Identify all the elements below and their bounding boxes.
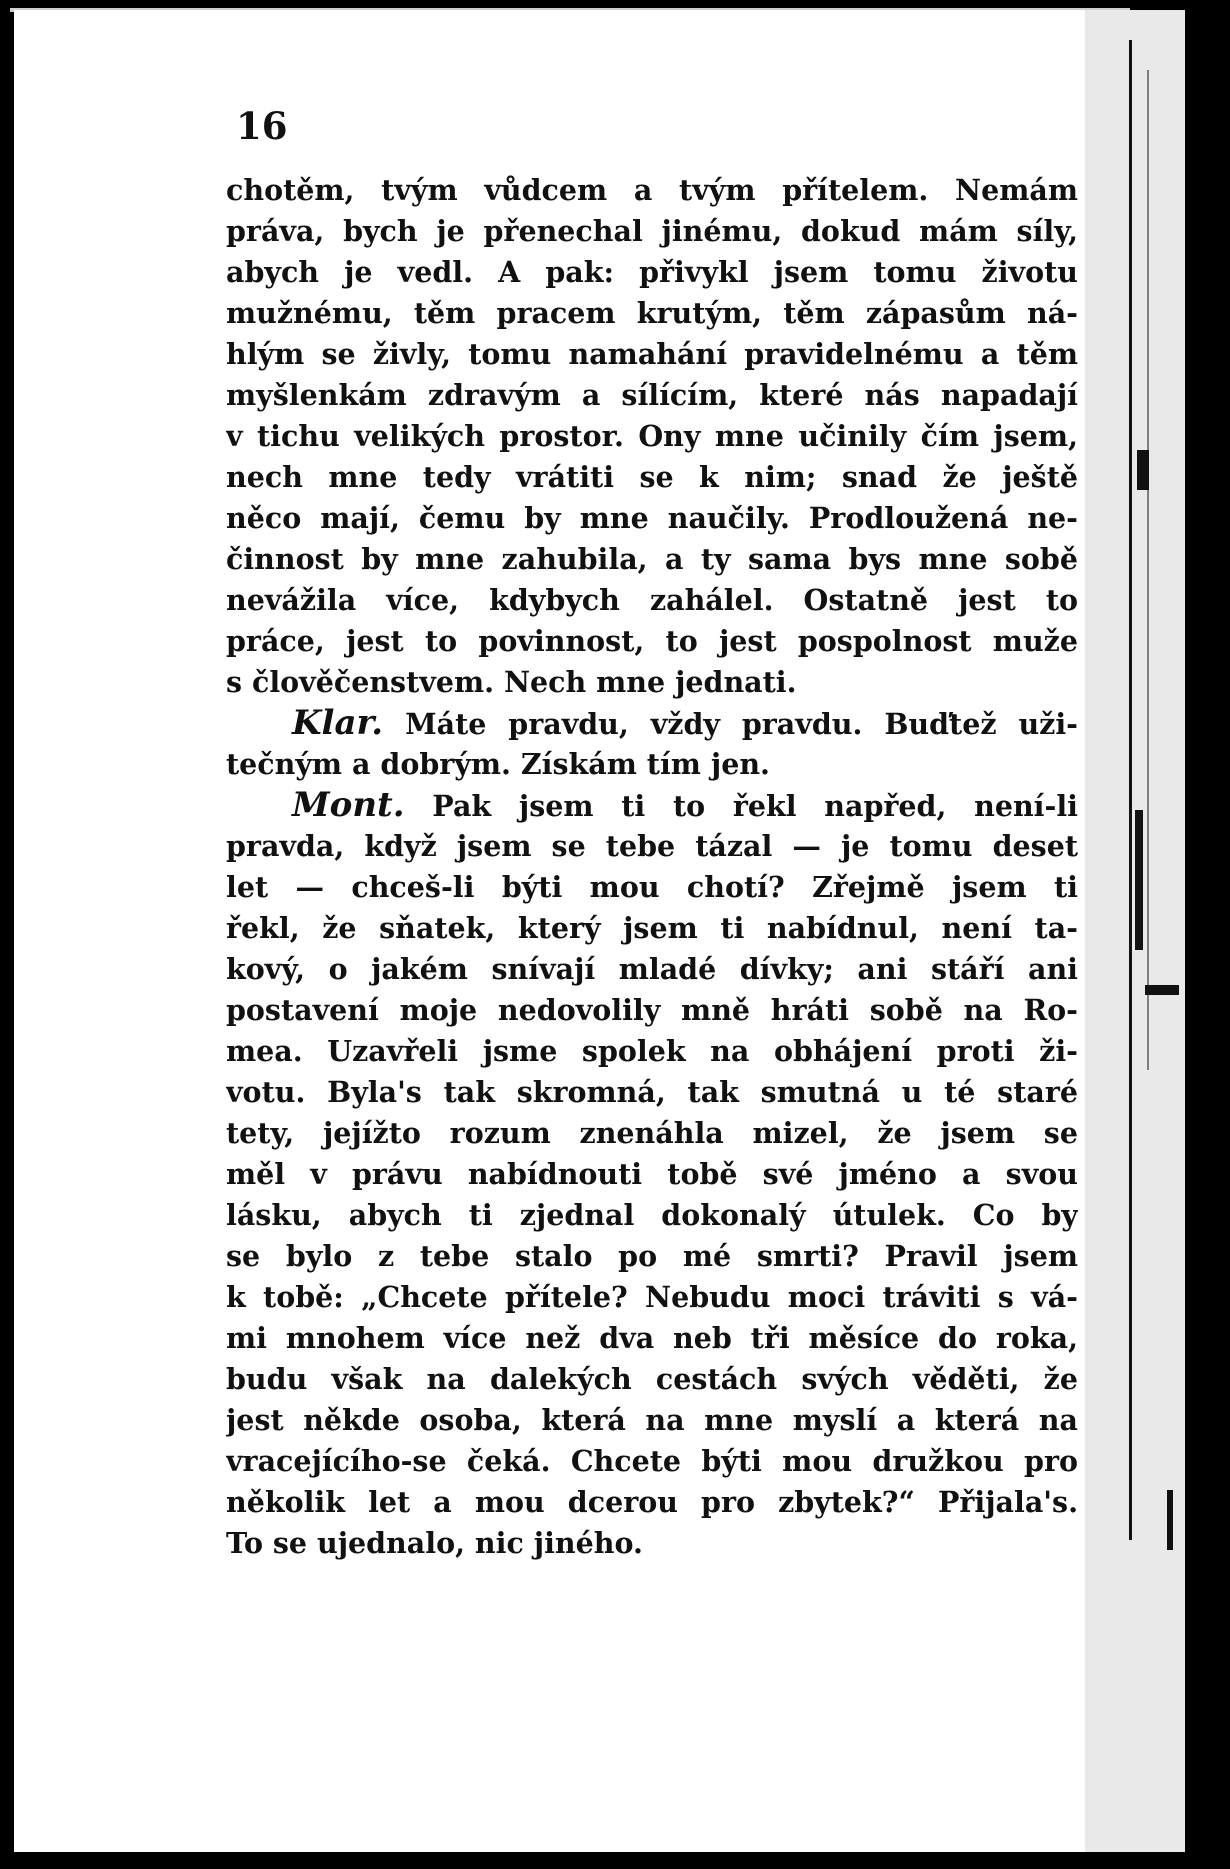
text-line: mi mnohem více než dva neb tři měsíce do roka, (226, 1321, 1078, 1355)
text-line: chotěm, tvým vůdcem a tvým přítelem. Nemám (226, 173, 1078, 207)
text-line: kový, o jakém snívají mladé dívky; ani stáří ani (226, 952, 1078, 986)
text-line: činnost by mne zahubila, a ty sama bys mne sobě (226, 542, 1078, 576)
bleed-through-mark (1137, 450, 1149, 490)
text-line: jest někde osoba, která na mne myslí a která na (226, 1403, 1078, 1437)
text-line: pravda, když jsem se tebe tázal — je tomu deset (226, 829, 1078, 863)
facing-page-edge (1085, 10, 1185, 1852)
text-line: k tobě: „Chcete přítele? Nebudu moci tráviti s vá- (226, 1280, 1078, 1314)
text-line: tety, jejížto rozum znenáhla mizel, že jsem se (226, 1116, 1078, 1150)
page-gutter-line (1129, 40, 1132, 1540)
page-gutter-line (1147, 70, 1149, 1070)
text-line: měl v právu nabídnouti tobě své jméno a svou (226, 1157, 1078, 1191)
speech-text: Pak jsem ti to řekl napřed, není-li (432, 789, 1078, 823)
speaker-name: Klar. (292, 703, 384, 743)
text-line: mužnému, těm pracem krutým, těm zápasům ná- (226, 296, 1078, 330)
text-line: nech mne tedy vrátiti se k nim; snad že ještě (226, 460, 1078, 494)
text-line: hlým se živly, tomu namahání pravidelnému a těm (226, 337, 1078, 371)
speaker-name: Mont. (292, 785, 405, 825)
page-number: 16 (236, 104, 288, 148)
text-line: nevážila více, kdybych zahálel. Ostatně jest to (226, 583, 1078, 617)
speech-text: Máte pravdu, vždy pravdu. Buďtež uži- (405, 707, 1078, 741)
bleed-through-mark (1135, 810, 1143, 950)
page-text (226, 170, 1078, 1564)
text-line: postavení moje nedovolily mně hráti sobě na Ro- (226, 993, 1078, 1027)
text-line: abych je vedl. A pak: přivykl jsem tomu životu (226, 255, 1078, 289)
text-line: votu. Byla's tak skromná, tak smutná u té staré (226, 1075, 1078, 1109)
text-line: lásku, abych ti zjednal dokonalý útulek. Co by (226, 1198, 1078, 1232)
text-line: To se ujednalo, nic jiného. (226, 1526, 643, 1560)
speech-klar-first-line (226, 703, 1078, 744)
text-line: budu však na dalekých cestách svých věděti, že (226, 1362, 1078, 1396)
text-line: řekl, že sňatek, který jsem ti nabídnul, není ta- (226, 911, 1078, 945)
speech-mont-first-line (226, 785, 1078, 826)
text-line: mea. Uzavřeli jsme spolek na obhájení proti ži- (226, 1034, 1078, 1068)
text-line: let — chceš-li býti mou chotí? Zřejmě jsem ti (226, 870, 1078, 904)
text-line: práva, bych je přenechal jinému, dokud mám síly, (226, 214, 1078, 248)
text-line: práce, jest to povinnost, to jest pospolnost muže (226, 624, 1078, 658)
text-line: vracejícího-se čeká. Chcete býti mou družkou pro (226, 1444, 1078, 1478)
text-line: se bylo z tebe stalo po mé smrti? Pravil jsem (226, 1239, 1078, 1273)
text-line: něco mají, čemu by mne naučily. Prodloužená ne- (226, 501, 1078, 535)
bleed-through-mark (1145, 985, 1179, 995)
text-line: několik let a mou dcerou pro zbytek?“ Přijala's. (226, 1485, 1078, 1519)
text-line: tečným a dobrým. Získám tím jen. (226, 747, 770, 781)
text-line: v tichu velikých prostor. Ony mne učinily čím jsem, (226, 419, 1078, 453)
bleed-through-mark (1167, 1490, 1173, 1550)
text-line: myšlenkám zdravým a sílícím, které nás napadají (226, 378, 1078, 412)
text-line: s člověčenstvem. Nech mne jednati. (226, 665, 797, 699)
